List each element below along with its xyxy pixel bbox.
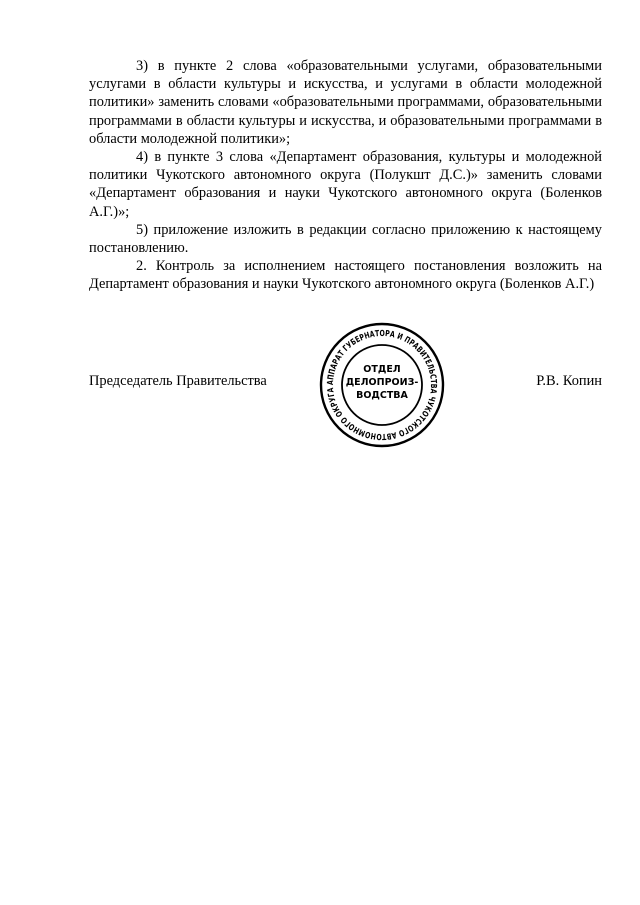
signatory-name: Р.В. Копин <box>536 373 602 389</box>
stamp-center-line-3: ВОДСТВА <box>356 390 408 401</box>
stamp-ring-text: АППАРАТ ГУБЕРНАТОРА И ПРАВИТЕЛЬСТВА ЧУКОТСКОГО АВТОНОМНОГО ОКРУГА <box>324 327 440 443</box>
stamp-center-line-2: ДЕЛОПРОИЗ- <box>345 377 419 388</box>
paragraph-item-3: 3) в пункте 2 слова «образовательными услугами, образовательными услугами в области культуры и искусства, и услугами в области молодежной политики» заменить словами «образовательными программами, образовательными программами в области культуры и искусства, и образовательными программами в области молодежной политики»; <box>89 58 602 147</box>
stamp-center-line-1: ОТДЕЛ <box>363 364 401 375</box>
paragraph-item-5: 5) приложение изложить в редакции согласно приложению к настоящему постановлению. <box>89 221 602 257</box>
document-body <box>89 57 602 294</box>
stamp-seal-graphic <box>319 322 445 448</box>
paragraph-control: 2. Контроль за исполнением настоящего постановления возложить на Департамент образования и науки Чукотского автономного округа (Боленков А.Г.) <box>89 258 602 293</box>
official-stamp <box>319 322 445 448</box>
paragraph-item-4: 4) в пункте 3 слова «Департамент образования, культуры и молодежной политики Чукотского автономного округа (Полукшт Д.С.)» заменить словами «Департамент образования и науки Чукотского автономного округа (Боленков А.Г.)»; <box>89 149 602 220</box>
signatory-title: Председатель Правительства <box>89 373 267 389</box>
